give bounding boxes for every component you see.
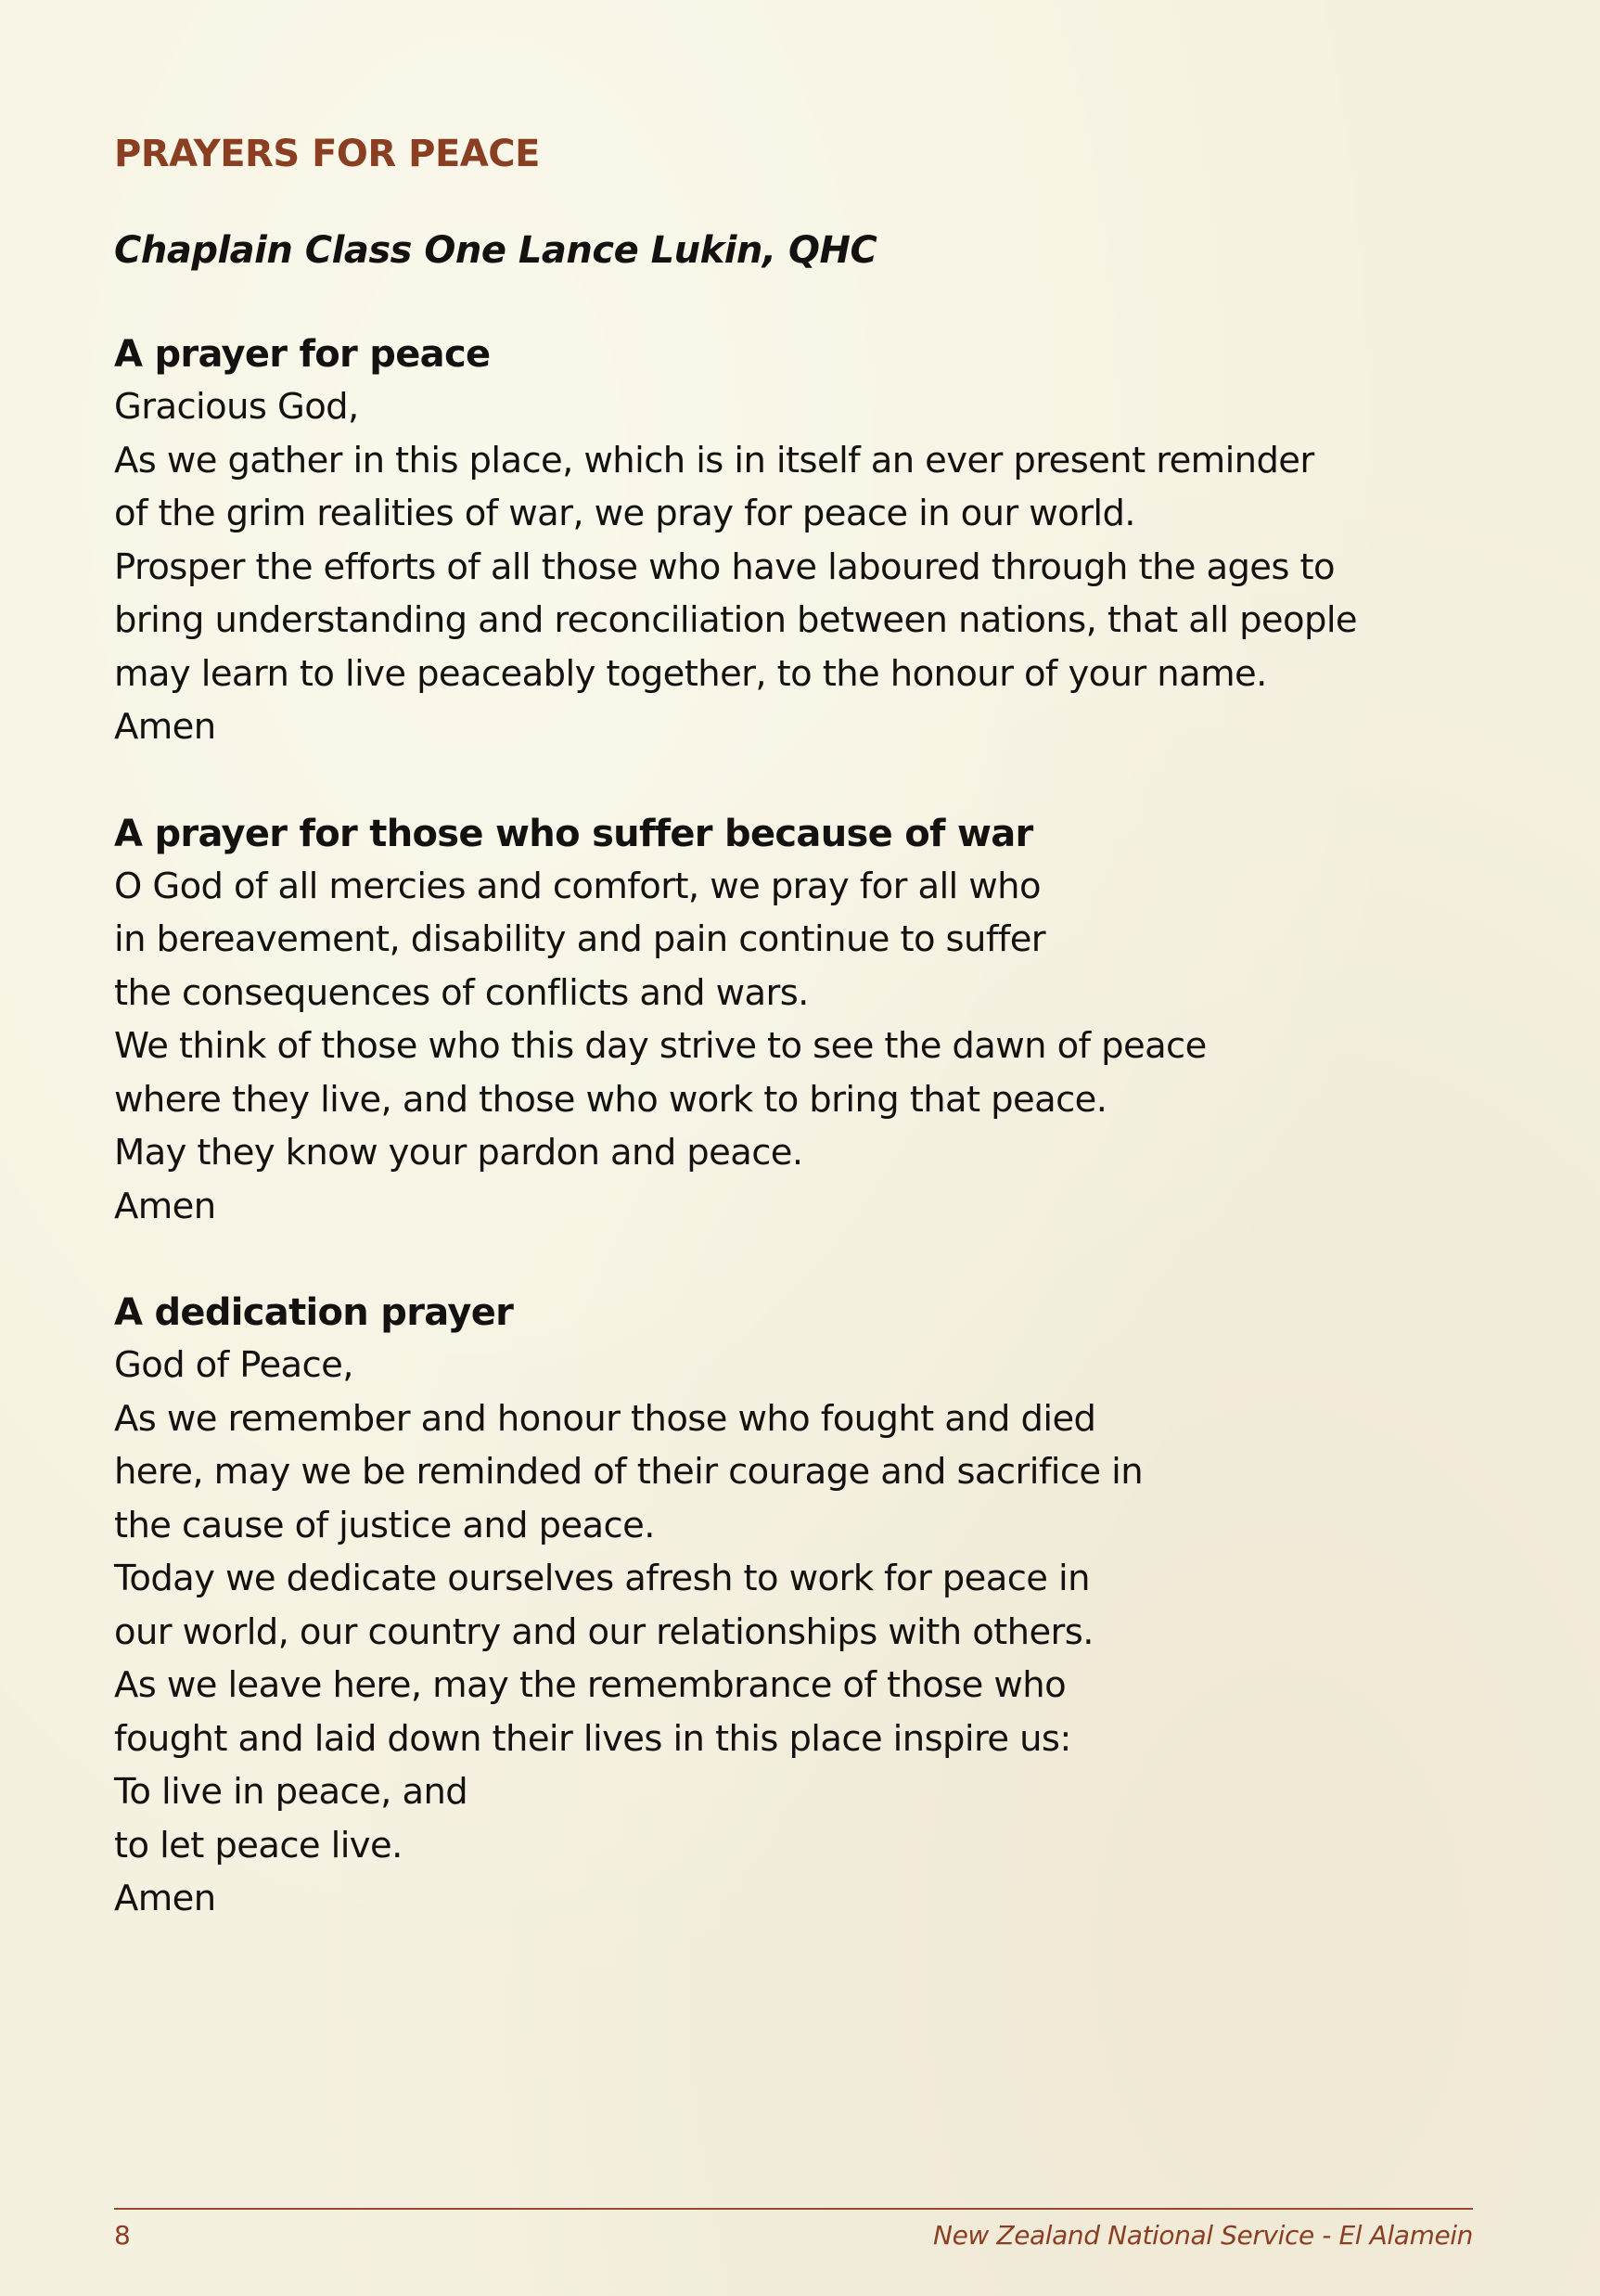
prayer-amen: Amen: [114, 1185, 216, 1227]
prayer-line: Today we dedicate ourselves afresh to work for peace in: [114, 1558, 1090, 1599]
prayer-line: may learn to live peaceably together, to the honour of your name.: [114, 652, 1267, 695]
author-line: Chaplain Class One Lance Lukin, QHC: [114, 229, 877, 272]
prayer-line: bring understanding and reconciliation between nations, that all people: [114, 599, 1357, 641]
prayer-line: God of Peace,: [114, 1344, 353, 1386]
prayer-line: in bereavement, disability and pain continue to suffer: [114, 918, 1046, 960]
prayer-heading: A prayer for peace: [114, 333, 491, 376]
prayer-line: Prosper the efforts of all those who have laboured through the ages to: [114, 545, 1335, 588]
prayer-section-suffering: [114, 808, 1487, 1234]
prayer-line: here, may we be reminded of their courage and sacrifice in: [114, 1451, 1144, 1493]
prayer-line: fought and laid down their lives in this place inspire us:: [114, 1717, 1071, 1760]
prayer-line: May they know your pardon and peace.: [114, 1132, 803, 1174]
prayer-line: our world, our country and our relationships with others.: [114, 1610, 1094, 1653]
prayer-line: As we remember and honour those who fought and died: [114, 1397, 1096, 1440]
prayer-line: of the grim realities of war, we pray for peace in our world.: [114, 493, 1135, 534]
page-title: PRAYERS FOR PEACE: [114, 133, 540, 175]
prayer-line: to let peace live.: [114, 1824, 403, 1866]
prayer-line: To live in peace, and: [114, 1771, 468, 1813]
prayer-line: Gracious God,: [114, 386, 359, 428]
prayer-amen: Amen: [114, 706, 216, 748]
prayer-line: where they live, and those who work to bring that peace.: [114, 1078, 1107, 1121]
publication-title: New Zealand National Service - El Alamein: [933, 2220, 1473, 2251]
prayer-section-dedication: [114, 1287, 1487, 1926]
prayer-line: O God of all mercies and comfort, we pray for all who: [114, 865, 1041, 907]
prayer-line: the cause of justice and peace.: [114, 1504, 655, 1546]
prayer-section-peace: [114, 328, 1487, 754]
prayer-heading: A dedication prayer: [114, 1291, 514, 1334]
prayer-heading: A prayer for those who suffer because of war: [114, 812, 1033, 855]
page-number: 8: [114, 2220, 131, 2251]
prayer-line: As we gather in this place, which is in itself an ever present reminder: [114, 439, 1314, 481]
prayer-amen: Amen: [114, 1878, 216, 1919]
footer-divider: [114, 2208, 1473, 2210]
prayer-line: As we leave here, may the remembrance of those who: [114, 1664, 1067, 1706]
prayer-line: We think of those who this day strive to see the dawn of peace: [114, 1025, 1207, 1067]
page-content: [114, 130, 1487, 1926]
prayer-line: the consequences of conflicts and wars.: [114, 971, 809, 1014]
